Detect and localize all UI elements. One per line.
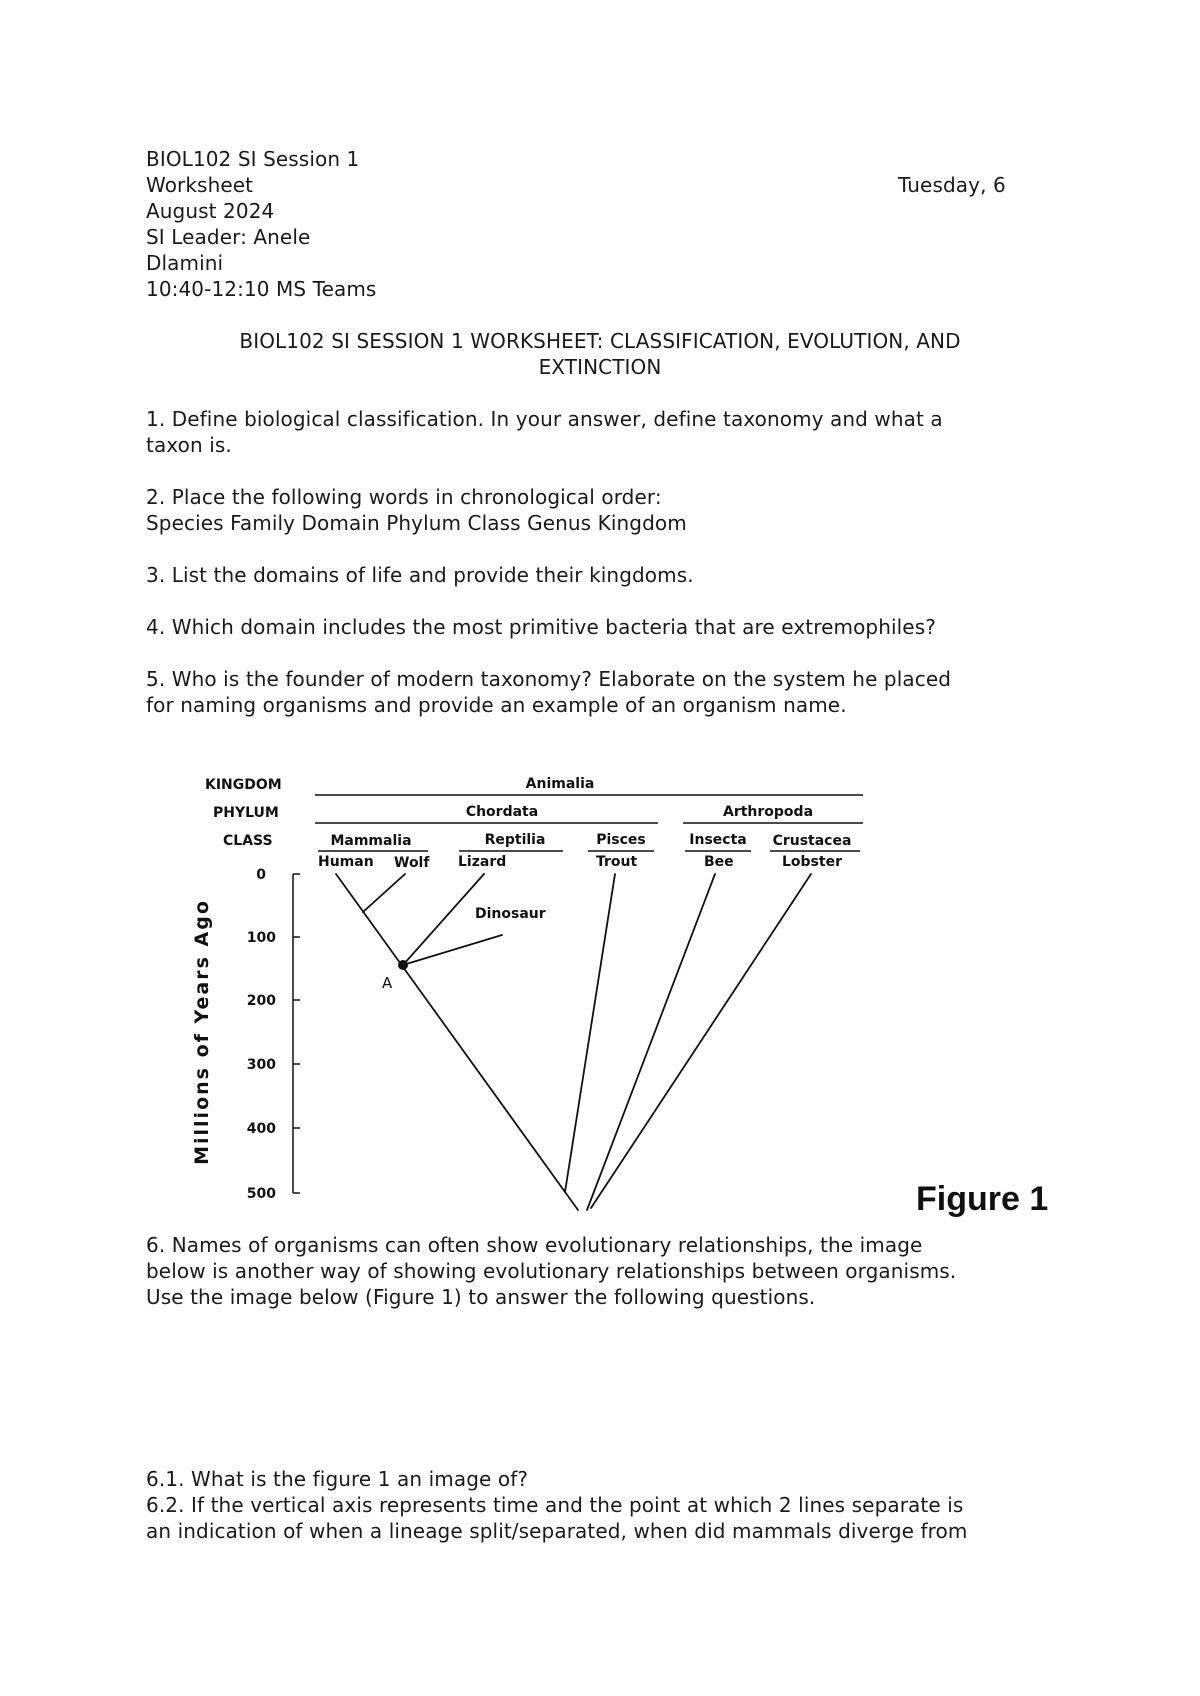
branch-wolf — [363, 874, 405, 912]
organism-bee: Bee — [704, 854, 734, 870]
class-reptilia: Reptilia — [484, 832, 546, 848]
organism-wolf: Wolf — [394, 855, 430, 871]
header-leader-name: Dlamini — [146, 251, 224, 275]
header-date-cont: August 2024 — [146, 199, 275, 223]
worksheet-title: BIOL102 SI SESSION 1 WORKSHEET: CLASSIFICATION, EVOLUTION, AND — [239, 329, 961, 353]
tick-label-500: 500 — [246, 1186, 276, 1202]
header-time: 10:40-12:10 MS Teams — [146, 277, 377, 301]
phylum-chordata: Chordata — [465, 804, 539, 820]
node-a-label: A — [382, 974, 393, 992]
branch-human-main — [336, 874, 578, 1210]
question-6-cont-1: below is another way of showing evolutionary relationships between organisms. — [146, 1259, 957, 1283]
tick-label-200: 200 — [246, 993, 276, 1009]
figure-caption: Figure 1 — [916, 1180, 1049, 1218]
question-6-2: 6.2. If the vertical axis represents time and the point at which 2 lines separate is — [146, 1493, 964, 1517]
tick-label-400: 400 — [246, 1121, 276, 1137]
kingdom-animalia: Animalia — [525, 776, 595, 792]
tick-label-300: 300 — [246, 1057, 276, 1073]
branch-lobster — [591, 874, 811, 1208]
question-4: 4. Which domain includes the most primitive bacteria that are extremophiles? — [146, 615, 936, 639]
header-date: Tuesday, 6 — [898, 173, 1006, 197]
branch-trout — [565, 874, 615, 1192]
tick-label-100: 100 — [246, 930, 276, 946]
class-insecta: Insecta — [689, 832, 747, 848]
header-worksheet: Worksheet — [146, 173, 254, 197]
organism-lizard: Lizard — [458, 854, 507, 870]
organism-lobster: Lobster — [782, 854, 842, 870]
organism-human: Human — [318, 854, 374, 870]
branch-dinosaur — [403, 935, 502, 965]
header-leader: SI Leader: Anele — [146, 225, 311, 249]
question-1-cont: taxon is. — [146, 433, 232, 457]
question-1: 1. Define biological classification. In your answer, define taxonomy and what a — [146, 407, 943, 431]
cladogram-figure — [180, 760, 880, 1220]
question-2-cont: Species Family Domain Phylum Class Genus Kingdom — [146, 511, 687, 535]
header-course: BIOL102 SI Session 1 — [146, 147, 360, 171]
organism-trout: Trout — [596, 854, 638, 870]
worksheet-title-cont: EXTINCTION — [538, 355, 662, 379]
phylum-row-label: PHYLUM — [213, 805, 279, 821]
tree-branches — [336, 874, 811, 1210]
phylum-arthropoda: Arthropoda — [722, 804, 814, 820]
class-row-label: CLASS — [223, 833, 273, 849]
question-3: 3. List the domains of life and provide their kingdoms. — [146, 563, 694, 587]
class-crustacea: Crustacea — [772, 833, 852, 849]
question-6: 6. Names of organisms can often show evolutionary relationships, the image — [146, 1233, 923, 1257]
class-pisces: Pisces — [596, 832, 646, 848]
kingdom-row-label: KINGDOM — [205, 777, 282, 793]
question-5: 5. Who is the founder of modern taxonomy? Elaborate on the system he placed — [146, 667, 952, 691]
question-5-cont: for naming organisms and provide an example of an organism name. — [146, 693, 847, 717]
question-6-2-cont: an indication of when a lineage split/separated, when did mammals diverge from — [146, 1519, 968, 1543]
question-2: 2. Place the following words in chronological order: — [146, 485, 662, 509]
question-6-1: 6.1. What is the figure 1 an image of? — [146, 1467, 529, 1491]
organism-dinosaur: Dinosaur — [475, 906, 546, 922]
tick-label-0: 0 — [256, 867, 266, 883]
class-mammalia: Mammalia — [330, 833, 412, 849]
node-a-dot — [398, 960, 408, 970]
y-axis-label: Millions of Years Ago — [191, 899, 213, 1165]
question-6-cont-2: Use the image below (Figure 1) to answer the following questions. — [146, 1285, 816, 1309]
branch-lizard — [403, 874, 484, 965]
